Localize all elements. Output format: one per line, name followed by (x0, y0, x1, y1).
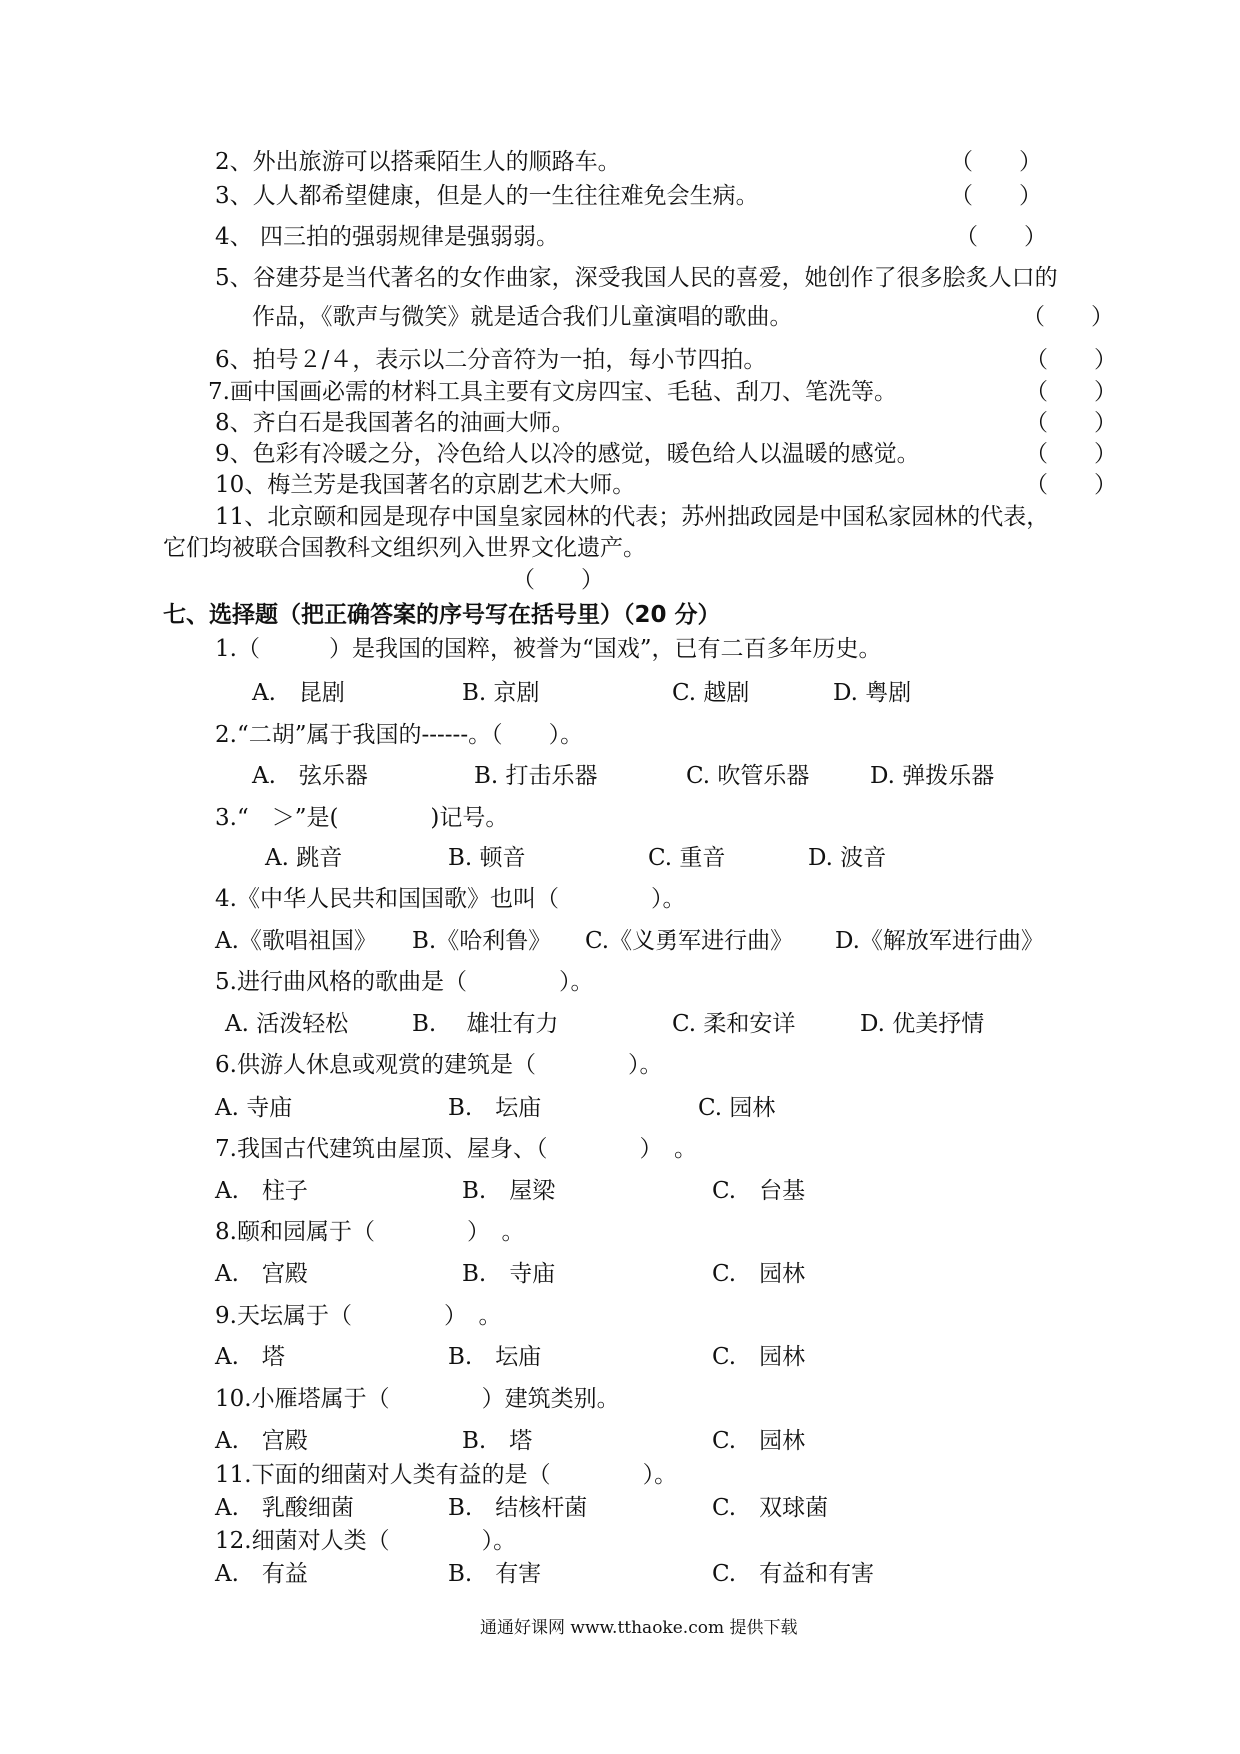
judge-item-5: 5、谷建芬是当代著名的女作曲家，深受我国人民的喜爱，她创作了很多脍炙人口的 (215, 265, 1058, 291)
option-10-a[interactable]: A. 宫殿 (215, 1428, 308, 1454)
option-2-c[interactable]: C. 吹管乐器 (686, 763, 810, 789)
option-2-a[interactable]: A. 弦乐器 (252, 763, 368, 789)
option-4-b[interactable]: B.《哈利鲁》 (412, 928, 552, 954)
option-7-b[interactable]: B. 屋梁 (462, 1178, 556, 1204)
option-4-a[interactable]: A.《歌唱祖国》 (215, 928, 377, 954)
option-8-a[interactable]: A. 宫殿 (215, 1261, 308, 1287)
option-1-b[interactable]: B. 京剧 (462, 680, 540, 706)
question-12: 12.细菌对人类（ ）。 (215, 1528, 517, 1554)
answer-paren-8[interactable]: （ ） (1025, 410, 1117, 436)
question-6: 6.供游人休息或观赏的建筑是（ ）。 (215, 1052, 663, 1078)
option-4-c[interactable]: C.《义勇军进行曲》 (585, 928, 794, 954)
judge-item-5-cont: 作品，《歌声与微笑》就是适合我们儿童演唱的歌曲。 (252, 304, 793, 330)
option-7-c[interactable]: C. 台基 (712, 1178, 806, 1204)
answer-paren-7[interactable]: （ ） (1025, 379, 1117, 405)
answer-paren-5[interactable]: （ ） (1022, 304, 1114, 330)
option-3-d[interactable]: D. 波音 (808, 845, 887, 871)
answer-paren-4[interactable]: （ ） (955, 224, 1047, 250)
option-4-d[interactable]: D.《解放军进行曲》 (835, 928, 1044, 954)
option-3-b[interactable]: B. 顿音 (448, 845, 526, 871)
question-8: 8.颐和园属于（ ） 。 (215, 1219, 525, 1245)
judge-item-11: 11、北京颐和园是现存中国皇家园林的代表；苏州拙政园是中国私家园林的代表， (215, 504, 1050, 530)
option-3-c[interactable]: C. 重音 (648, 845, 726, 871)
question-7: 7.我国古代建筑由屋顶、屋身、（ ） 。 (215, 1136, 697, 1162)
option-11-a[interactable]: A. 乳酸细菌 (215, 1495, 354, 1521)
answer-paren-9[interactable]: （ ） (1025, 441, 1117, 467)
option-5-a[interactable]: A. 活泼轻松 (225, 1011, 349, 1037)
option-1-d[interactable]: D. 粤剧 (833, 680, 912, 706)
option-11-c[interactable]: C. 双球菌 (712, 1495, 829, 1521)
option-6-c[interactable]: C. 园林 (698, 1095, 776, 1121)
option-1-a[interactable]: A. 昆剧 (252, 680, 345, 706)
option-12-a[interactable]: A. 有益 (215, 1561, 308, 1587)
option-6-b[interactable]: B. 坛庙 (448, 1095, 542, 1121)
question-5: 5.进行曲风格的歌曲是（ ）。 (215, 969, 594, 995)
judge-item-3: 3、人人都希望健康，但是人的一生往往难免会生病。 (215, 183, 759, 209)
section-title-choice: 七、选择题（把正确答案的序号写在括号里）（20 分） (163, 602, 721, 628)
option-8-b[interactable]: B. 寺庙 (462, 1261, 556, 1287)
answer-paren-11[interactable]: （ ） (512, 567, 604, 593)
option-5-c[interactable]: C. 柔和安详 (672, 1011, 796, 1037)
footer-source: 通通好课网 www.tthaoke.com 提供下载 (480, 1618, 798, 1638)
judge-item-7: 7.画中国画必需的材料工具主要有文房四宝、毛毡、刮刀、笔洗等。 (208, 379, 897, 405)
answer-paren-3[interactable]: （ ） (950, 183, 1042, 209)
option-10-c[interactable]: C. 园林 (712, 1428, 806, 1454)
judge-item-9: 9、色彩有冷暖之分，冷色给人以冷的感觉，暖色给人以温暖的感觉。 (215, 441, 920, 467)
answer-paren-6[interactable]: （ ） (1025, 347, 1117, 373)
option-12-b[interactable]: B. 有害 (448, 1561, 542, 1587)
option-9-b[interactable]: B. 坛庙 (448, 1344, 542, 1370)
judge-item-4: 4、 四三拍的强弱规律是强弱弱。 (215, 224, 559, 250)
question-10: 10.小雁塔属于（ ）建筑类别。 (215, 1386, 620, 1412)
option-5-d[interactable]: D. 优美抒情 (860, 1011, 985, 1037)
question-11: 11.下面的细菌对人类有益的是（ ）。 (215, 1462, 678, 1488)
option-2-b[interactable]: B. 打击乐器 (474, 763, 598, 789)
judge-item-2: 2、外出旅游可以搭乘陌生人的顺路车。 (215, 149, 621, 175)
option-1-c[interactable]: C. 越剧 (672, 680, 750, 706)
judge-item-10: 10、梅兰芳是我国著名的京剧艺术大师。 (215, 472, 636, 498)
answer-paren-2[interactable]: （ ） (950, 149, 1042, 175)
judge-item-6: 6、拍号２/４，表示以二分音符为一拍，每小节四拍。 (215, 347, 767, 373)
option-3-a[interactable]: A. 跳音 (265, 845, 343, 871)
option-9-c[interactable]: C. 园林 (712, 1344, 806, 1370)
option-11-b[interactable]: B. 结核杆菌 (448, 1495, 588, 1521)
option-7-a[interactable]: A. 柱子 (215, 1178, 308, 1204)
option-8-c[interactable]: C. 园林 (712, 1261, 806, 1287)
question-1: 1.（ ）是我国的国粹，被誉为“国戏”，已有二百多年历史。 (215, 636, 882, 662)
judge-item-11-cont: 它们均被联合国教科文组织列入世界文化遗产。 (163, 535, 646, 561)
question-4: 4.《中华人民共和国国歌》也叫（ ）。 (215, 886, 686, 912)
option-9-a[interactable]: A. 塔 (215, 1344, 285, 1370)
option-10-b[interactable]: B. 塔 (462, 1428, 533, 1454)
question-9: 9.天坛属于（ ） 。 (215, 1303, 502, 1329)
option-12-c[interactable]: C. 有益和有害 (712, 1561, 875, 1587)
question-2: 2.“二胡”属于我国的------。（ ）。 (215, 722, 584, 748)
option-2-d[interactable]: D. 弹拨乐器 (870, 763, 995, 789)
option-5-b[interactable]: B. 雄壮有力 (412, 1011, 559, 1037)
answer-paren-10[interactable]: （ ） (1025, 472, 1117, 498)
question-3: 3.“ ＞”是( )记号。 (215, 805, 509, 831)
option-6-a[interactable]: A. 寺庙 (215, 1095, 293, 1121)
judge-item-8: 8、齐白石是我国著名的油画大师。 (215, 410, 575, 436)
